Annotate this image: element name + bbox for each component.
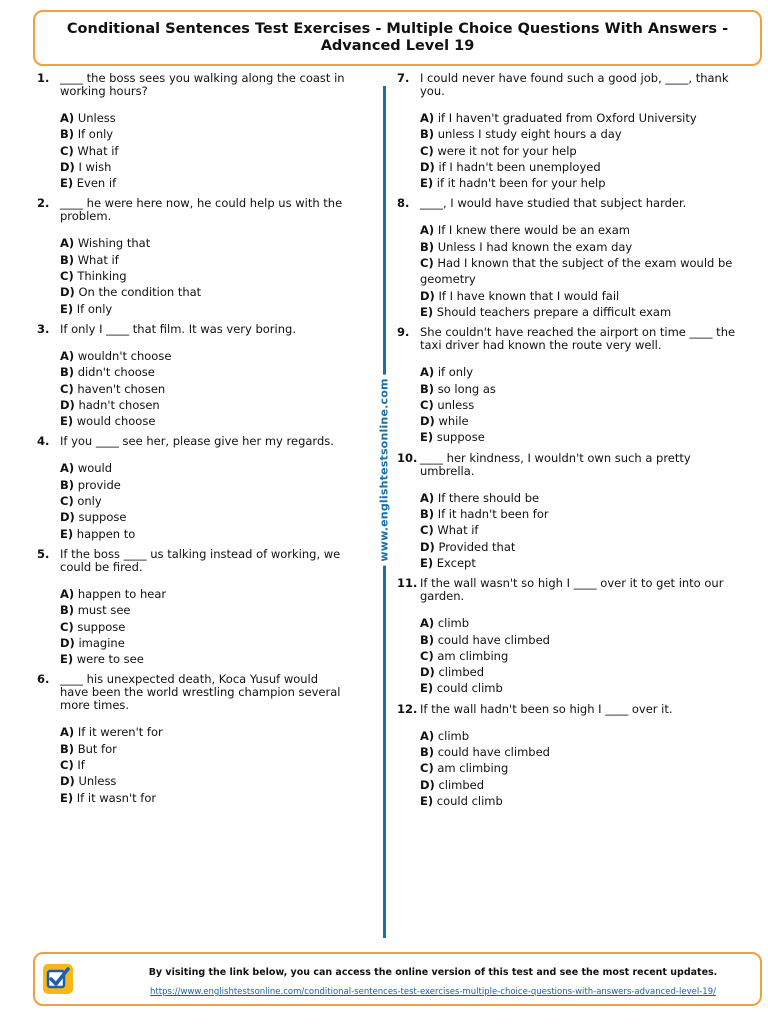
answer-option[interactable] bbox=[420, 288, 742, 304]
answer-option[interactable] bbox=[420, 159, 742, 175]
option-letter: E) bbox=[60, 301, 74, 316]
question-text: ____, I would have studied that subject harder. bbox=[420, 196, 687, 211]
option-letter: B) bbox=[420, 127, 435, 142]
option-text: Unless bbox=[77, 111, 116, 125]
question-item bbox=[397, 452, 742, 571]
answer-option[interactable] bbox=[60, 110, 347, 126]
answer-options bbox=[420, 364, 742, 445]
option-text: climbed bbox=[438, 665, 485, 680]
answer-options bbox=[420, 615, 742, 696]
answer-option[interactable] bbox=[60, 635, 347, 651]
option-text: suppose bbox=[78, 510, 127, 525]
answer-option[interactable] bbox=[420, 413, 742, 429]
answer-option[interactable] bbox=[60, 526, 347, 542]
answer-option[interactable] bbox=[60, 268, 347, 284]
option-letter: D) bbox=[60, 635, 75, 650]
question-row bbox=[397, 197, 742, 210]
option-letter: B) bbox=[420, 239, 435, 254]
option-text: climb bbox=[437, 728, 470, 743]
answer-option[interactable] bbox=[60, 348, 347, 364]
option-letter: A) bbox=[60, 236, 75, 251]
option-text: If only bbox=[76, 301, 113, 316]
title-box bbox=[33, 10, 762, 66]
question-number: 3. bbox=[37, 321, 50, 336]
option-letter: B) bbox=[420, 507, 435, 522]
answer-option[interactable] bbox=[420, 222, 742, 238]
option-text: On the condition that bbox=[78, 285, 202, 300]
answer-option[interactable] bbox=[420, 522, 742, 538]
question-row bbox=[397, 577, 742, 603]
answer-option[interactable] bbox=[60, 460, 347, 476]
option-letter: E) bbox=[60, 526, 74, 541]
right-column bbox=[397, 72, 742, 815]
answer-options bbox=[60, 348, 347, 429]
option-text: unless bbox=[437, 397, 475, 412]
answer-options bbox=[420, 490, 742, 571]
answer-option[interactable] bbox=[420, 429, 742, 445]
option-text: If I have known that I would fail bbox=[438, 288, 620, 303]
option-letter: D) bbox=[60, 510, 75, 525]
option-text: provide bbox=[77, 477, 121, 492]
answer-option[interactable] bbox=[420, 175, 742, 191]
option-letter: C) bbox=[420, 761, 434, 776]
option-letter: B) bbox=[60, 365, 75, 380]
option-text: so long as bbox=[437, 381, 496, 396]
option-text: If it hadn't been for bbox=[437, 507, 549, 522]
footer-box bbox=[33, 952, 762, 1006]
answer-option[interactable] bbox=[60, 235, 347, 251]
option-text: hadn't chosen bbox=[78, 397, 160, 412]
question-row bbox=[397, 452, 742, 478]
option-letter: B) bbox=[60, 477, 75, 492]
option-letter: C) bbox=[60, 494, 74, 509]
option-text: Wishing that bbox=[77, 236, 151, 251]
question-item bbox=[37, 435, 347, 541]
answer-option[interactable] bbox=[420, 506, 742, 522]
option-text: What if bbox=[77, 143, 119, 158]
option-text: If there should be bbox=[437, 490, 540, 505]
option-letter: E) bbox=[420, 555, 434, 570]
option-letter: A) bbox=[60, 348, 75, 363]
option-text: Provided that bbox=[438, 539, 516, 554]
option-letter: A) bbox=[420, 111, 435, 125]
answer-option[interactable] bbox=[60, 301, 347, 317]
option-letter: C) bbox=[420, 256, 434, 271]
option-letter: B) bbox=[60, 252, 75, 267]
option-text: if I haven't graduated from Oxford University bbox=[437, 111, 697, 125]
question-text: I could never have found such a good job, ____, thank you. bbox=[420, 71, 729, 98]
option-text: haven't chosen bbox=[77, 381, 166, 396]
answer-option[interactable] bbox=[60, 397, 347, 413]
option-text: would bbox=[77, 461, 113, 476]
option-text: happen to bbox=[76, 526, 136, 541]
option-letter: C) bbox=[60, 758, 74, 773]
option-letter: C) bbox=[60, 269, 74, 284]
question-number: 10. bbox=[397, 450, 418, 465]
answer-option[interactable] bbox=[420, 126, 742, 142]
answer-option[interactable] bbox=[420, 304, 742, 320]
question-text: If only I ____ that film. It was very boring. bbox=[60, 321, 296, 336]
question-item bbox=[397, 577, 742, 696]
option-letter: E) bbox=[420, 304, 434, 319]
option-text: could climb bbox=[436, 681, 503, 696]
answer-option[interactable] bbox=[60, 175, 347, 191]
option-text: could have climbed bbox=[437, 745, 550, 760]
option-letter: B) bbox=[60, 741, 75, 756]
question-number: 8. bbox=[397, 196, 410, 211]
option-letter: A) bbox=[420, 728, 435, 743]
answer-option[interactable] bbox=[60, 602, 347, 618]
option-letter: E) bbox=[60, 790, 74, 805]
answer-option[interactable] bbox=[420, 143, 742, 159]
answer-option[interactable] bbox=[420, 664, 742, 680]
option-letter: A) bbox=[60, 725, 75, 740]
answer-options bbox=[420, 110, 742, 191]
question-row bbox=[37, 72, 347, 98]
answer-option[interactable] bbox=[420, 760, 742, 776]
option-text: am climbing bbox=[437, 761, 509, 776]
option-letter: C) bbox=[420, 648, 434, 663]
option-letter: D) bbox=[60, 285, 75, 300]
question-row bbox=[397, 326, 742, 352]
option-text: only bbox=[77, 494, 102, 509]
option-letter: A) bbox=[420, 616, 435, 631]
option-text: Even if bbox=[76, 176, 117, 191]
option-text: If it wasn't for bbox=[76, 790, 157, 805]
option-letter: D) bbox=[60, 774, 75, 789]
option-text: suppose bbox=[436, 430, 485, 445]
answer-option[interactable] bbox=[420, 632, 742, 648]
answer-option[interactable] bbox=[60, 284, 347, 300]
option-letter: C) bbox=[420, 523, 434, 538]
option-letter: D) bbox=[420, 539, 435, 554]
option-letter: B) bbox=[420, 632, 435, 647]
option-text: were to see bbox=[76, 652, 144, 667]
option-letter: A) bbox=[60, 586, 75, 601]
answer-option[interactable] bbox=[60, 619, 347, 635]
question-text: She couldn't have reached the airport on time ____ the taxi driver had known the route very well. bbox=[420, 325, 736, 353]
question-text: ____ he were here now, he could help us with the problem. bbox=[60, 196, 343, 224]
answer-option[interactable] bbox=[420, 777, 742, 793]
option-letter: D) bbox=[420, 288, 435, 303]
checkbox-check-icon bbox=[43, 964, 73, 994]
question-item bbox=[397, 197, 742, 320]
option-text: But for bbox=[77, 741, 117, 756]
question-number: 6. bbox=[37, 672, 50, 687]
option-letter: E) bbox=[60, 176, 74, 191]
option-text: Unless I had known the exam day bbox=[437, 239, 633, 254]
option-letter: D) bbox=[420, 414, 435, 429]
answer-options bbox=[420, 222, 742, 320]
question-item bbox=[397, 703, 742, 809]
question-item bbox=[37, 673, 347, 805]
option-text: if only bbox=[437, 365, 474, 380]
option-letter: A) bbox=[420, 365, 435, 380]
option-letter: C) bbox=[420, 143, 434, 158]
option-letter: C) bbox=[420, 397, 434, 412]
answer-option[interactable] bbox=[60, 741, 347, 757]
option-letter: A) bbox=[60, 461, 75, 476]
answer-option[interactable] bbox=[60, 509, 347, 525]
answer-option[interactable] bbox=[420, 648, 742, 664]
option-text: unless I study eight hours a day bbox=[437, 127, 622, 142]
question-item bbox=[37, 72, 347, 191]
option-letter: C) bbox=[60, 619, 74, 634]
option-text: Except bbox=[436, 555, 476, 570]
option-text: Unless bbox=[78, 774, 117, 789]
answer-option[interactable] bbox=[60, 773, 347, 789]
option-letter: D) bbox=[420, 159, 435, 174]
answer-option[interactable] bbox=[60, 381, 347, 397]
answer-options bbox=[60, 460, 347, 541]
option-letter: E) bbox=[420, 176, 434, 191]
option-letter: A) bbox=[60, 111, 75, 125]
option-text: could climb bbox=[436, 793, 503, 808]
question-text: ____ his unexpected death, Koca Yusuf would have been the world wrestling champion several more times. bbox=[60, 672, 341, 713]
answer-option[interactable] bbox=[420, 110, 742, 126]
answer-option[interactable] bbox=[60, 493, 347, 509]
option-text: climbed bbox=[438, 777, 485, 792]
question-row bbox=[37, 323, 347, 336]
option-text: happen to hear bbox=[77, 586, 167, 601]
answer-option[interactable] bbox=[420, 239, 742, 255]
question-row bbox=[37, 673, 347, 712]
option-text: If it weren't for bbox=[77, 725, 163, 740]
question-number: 7. bbox=[397, 71, 410, 85]
question-text: If the wall hadn't been so high I ____ over it. bbox=[420, 701, 673, 716]
question-row bbox=[37, 197, 347, 223]
footer-message: By visiting the link below, you can access the online version of this test and see the most recent updates. bbox=[148, 967, 718, 978]
option-letter: E) bbox=[420, 430, 434, 445]
answer-options bbox=[60, 724, 347, 805]
option-text: If only bbox=[77, 127, 114, 142]
answer-option[interactable] bbox=[60, 143, 347, 159]
question-text: ____ the boss sees you walking along the coast in working hours? bbox=[60, 71, 345, 98]
question-number: 1. bbox=[37, 71, 50, 85]
answer-option[interactable] bbox=[60, 126, 347, 142]
option-text: were it not for your help bbox=[437, 143, 577, 158]
option-text: if I hadn't been unemployed bbox=[438, 159, 601, 174]
question-item bbox=[397, 326, 742, 445]
option-letter: A) bbox=[420, 223, 435, 238]
option-text: am climbing bbox=[437, 648, 509, 663]
option-letter: E) bbox=[60, 414, 74, 429]
question-row bbox=[37, 435, 347, 448]
answer-option[interactable] bbox=[420, 744, 742, 760]
answer-option[interactable] bbox=[420, 255, 742, 288]
question-item bbox=[37, 197, 347, 316]
answer-option[interactable] bbox=[420, 539, 742, 555]
footer-text bbox=[113, 966, 753, 999]
option-letter: D) bbox=[60, 397, 75, 412]
question-item bbox=[37, 548, 347, 667]
answer-option[interactable] bbox=[420, 680, 742, 696]
question-row bbox=[37, 548, 347, 574]
footer-link[interactable]: https://www.englishtestsonline.com/conditional-sentences-test-exercises-multiple-choice-questions-with-answers-advanced-level-19/ bbox=[150, 987, 716, 997]
question-number: 9. bbox=[397, 325, 410, 340]
answer-option[interactable] bbox=[420, 397, 742, 413]
question-number: 11. bbox=[397, 576, 418, 591]
answer-option[interactable] bbox=[420, 555, 742, 571]
option-text: Thinking bbox=[77, 269, 127, 284]
option-letter: B) bbox=[60, 603, 75, 618]
answer-option[interactable] bbox=[60, 586, 347, 602]
question-text: If the wall wasn't so high I ____ over it to get into our garden. bbox=[420, 576, 724, 604]
answer-option[interactable] bbox=[60, 651, 347, 667]
option-letter: C) bbox=[60, 381, 74, 396]
option-text: didn't choose bbox=[77, 365, 155, 380]
answer-option[interactable] bbox=[60, 724, 347, 740]
option-letter: D) bbox=[420, 777, 435, 792]
answer-option[interactable] bbox=[60, 477, 347, 493]
option-text: suppose bbox=[77, 619, 126, 634]
question-text: If the boss ____ us talking instead of working, we could be fired. bbox=[60, 546, 341, 574]
answer-option[interactable] bbox=[60, 757, 347, 773]
option-text: If I knew there would be an exam bbox=[437, 223, 630, 238]
option-letter: D) bbox=[420, 665, 435, 680]
question-number: 2. bbox=[37, 196, 50, 211]
question-item bbox=[37, 323, 347, 429]
answer-option[interactable] bbox=[420, 490, 742, 506]
answer-options bbox=[420, 728, 742, 809]
answer-option[interactable] bbox=[420, 728, 742, 744]
option-text: What if bbox=[437, 523, 479, 538]
question-row bbox=[397, 72, 742, 98]
option-text: Had I known that the subject of the exam would be geometry bbox=[420, 256, 733, 287]
option-text: climb bbox=[437, 616, 470, 631]
answer-option[interactable] bbox=[60, 159, 347, 175]
question-item bbox=[397, 72, 742, 191]
option-letter: A) bbox=[420, 490, 435, 505]
left-column bbox=[37, 72, 347, 812]
answer-option[interactable] bbox=[60, 252, 347, 268]
answer-option[interactable] bbox=[60, 413, 347, 429]
question-row bbox=[397, 703, 742, 716]
question-number: 4. bbox=[37, 434, 50, 449]
answer-option[interactable] bbox=[60, 790, 347, 806]
side-website-label: www.englishtestsonline.com bbox=[378, 374, 391, 565]
option-text: imagine bbox=[78, 635, 125, 650]
answer-options bbox=[60, 110, 347, 191]
option-text: while bbox=[438, 414, 469, 429]
page-title: Conditional Sentences Test Exercises - Multiple Choice Questions With Answers - Advanced Level 19 bbox=[66, 21, 729, 54]
option-text: wouldn't choose bbox=[77, 348, 172, 363]
option-text: Should teachers prepare a difficult exam bbox=[436, 304, 672, 319]
answer-option[interactable] bbox=[420, 615, 742, 631]
option-letter: B) bbox=[60, 127, 75, 142]
option-text: must see bbox=[77, 603, 131, 618]
option-text: What if bbox=[77, 252, 119, 267]
answer-option[interactable] bbox=[420, 793, 742, 809]
option-letter: C) bbox=[60, 143, 74, 158]
option-letter: D) bbox=[60, 159, 75, 174]
option-text: I wish bbox=[78, 159, 112, 174]
option-text: if it hadn't been for your help bbox=[436, 176, 606, 191]
answer-options bbox=[60, 586, 347, 667]
question-text: ____ her kindness, I wouldn't own such a pretty umbrella. bbox=[420, 450, 691, 478]
answer-option[interactable] bbox=[420, 364, 742, 380]
question-text: If you ____ see her, please give her my regards. bbox=[60, 434, 334, 449]
option-text: would choose bbox=[76, 414, 156, 429]
question-number: 12. bbox=[397, 701, 418, 716]
question-number: 5. bbox=[37, 546, 50, 561]
option-letter: B) bbox=[420, 381, 435, 396]
option-letter: E) bbox=[420, 793, 434, 808]
answer-option[interactable] bbox=[420, 381, 742, 397]
option-letter: B) bbox=[420, 745, 435, 760]
option-text: If bbox=[77, 758, 85, 773]
answer-options bbox=[60, 235, 347, 316]
option-text: could have climbed bbox=[437, 632, 550, 647]
answer-option[interactable] bbox=[60, 364, 347, 380]
option-letter: E) bbox=[420, 681, 434, 696]
option-letter: E) bbox=[60, 652, 74, 667]
